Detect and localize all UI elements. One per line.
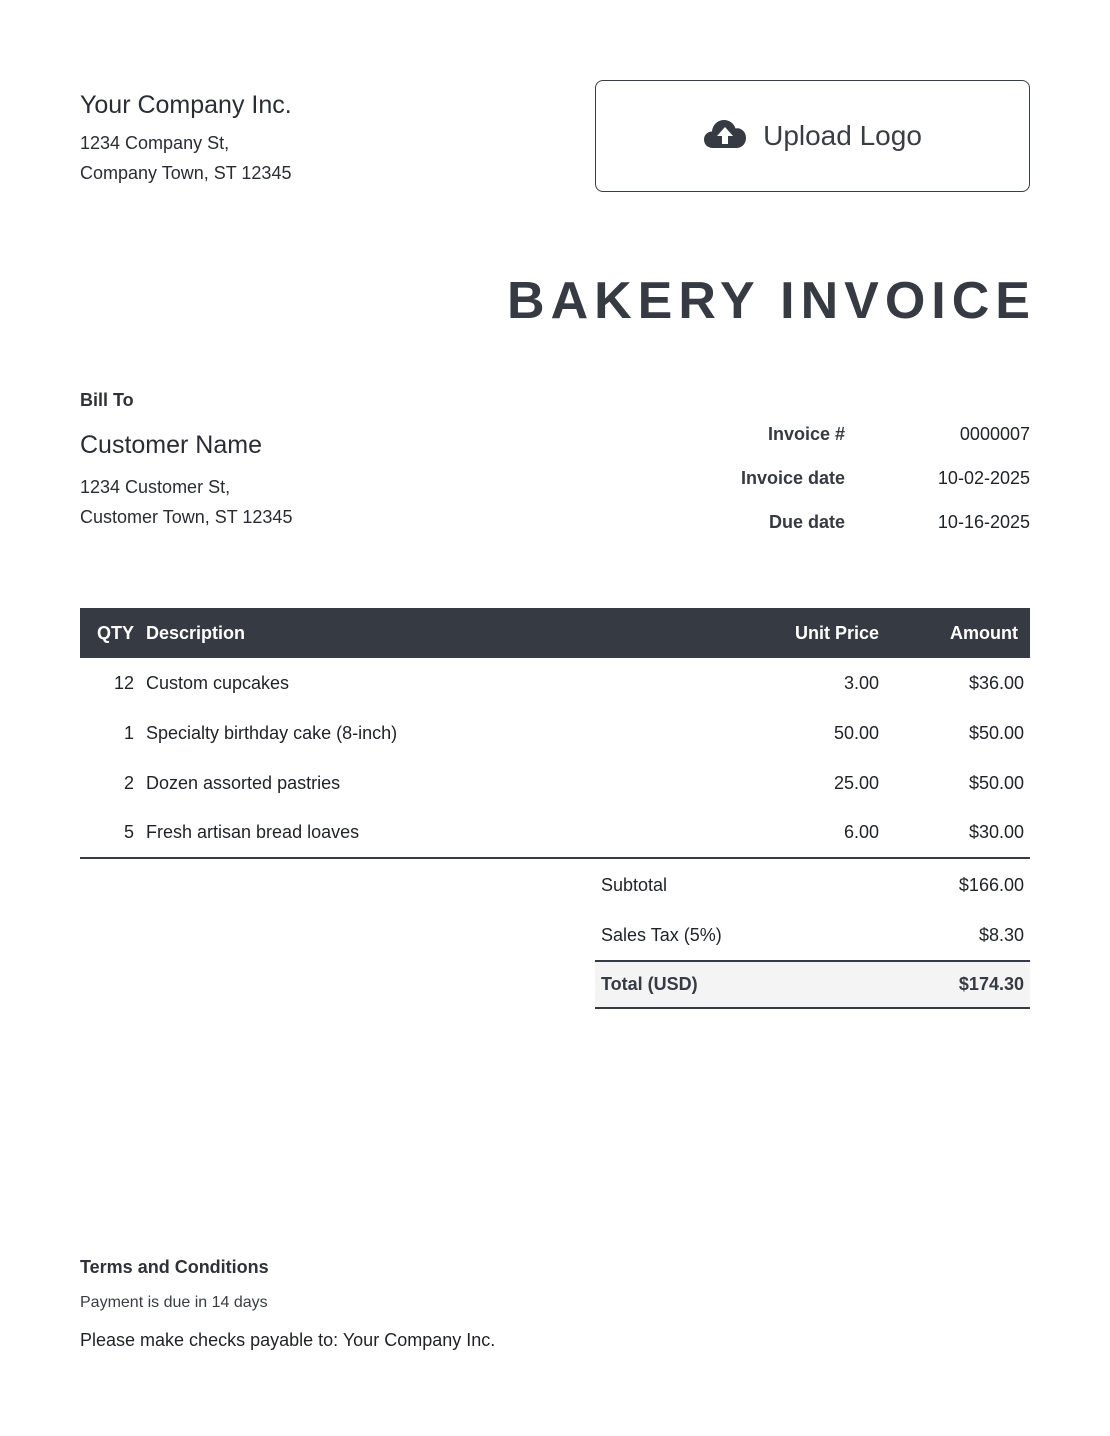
row-description[interactable]: Specialty birthday cake (8-inch) (146, 722, 398, 743)
row-qty[interactable]: 1 (123, 722, 134, 743)
sales-tax-row (595, 910, 1030, 960)
header-qty: QTY (96, 622, 134, 643)
invoice-number-row (690, 412, 1030, 456)
line-items-table (80, 608, 1030, 859)
sales-tax-value: $8.30 (978, 924, 1024, 945)
table-row (80, 658, 1030, 708)
invoice-title[interactable]: BAKERY INVOICE (507, 272, 1036, 330)
company-info (80, 88, 292, 188)
terms-payment-due[interactable]: Payment is due in 14 days (80, 1294, 268, 1311)
bill-to-section (80, 388, 292, 532)
table-row (80, 708, 1030, 758)
row-qty[interactable]: 5 (80, 808, 140, 858)
row-qty[interactable]: 12 (113, 672, 134, 693)
table-row (80, 758, 1030, 808)
sales-tax-label[interactable]: Sales Tax (5%) (601, 924, 722, 945)
row-amount: $36.00 (968, 672, 1024, 693)
invoice-meta (690, 412, 1030, 544)
customer-name[interactable]: Customer Name (80, 431, 262, 459)
row-description[interactable]: Dozen assorted pastries (146, 772, 341, 793)
row-description[interactable]: Custom cupcakes (146, 672, 290, 693)
terms-title: Terms and Conditions (80, 1257, 269, 1277)
row-unit-price[interactable]: 50.00 (833, 722, 879, 743)
subtotal-value: $166.00 (958, 874, 1024, 895)
invoice-date-label: Invoice date (740, 467, 845, 488)
company-address-line1[interactable]: 1234 Company St, (80, 133, 230, 153)
customer-address-line2[interactable]: Customer Town, ST 12345 (80, 507, 293, 527)
invoice-number-value[interactable]: 0000007 (959, 423, 1030, 444)
invoice-date-value[interactable]: 10-02-2025 (937, 467, 1030, 488)
row-amount: $50.00 (968, 772, 1024, 793)
customer-address-line1[interactable]: 1234 Customer St, (80, 477, 231, 497)
invoice-date-row (690, 456, 1030, 500)
total-value: $174.30 (958, 974, 1024, 994)
due-date-label: Due date (768, 511, 845, 532)
cloud-upload-icon (703, 118, 747, 155)
total-row (595, 960, 1030, 1009)
row-amount: $30.00 (885, 808, 1030, 858)
due-date-row (690, 500, 1030, 544)
company-address (80, 128, 292, 188)
upload-logo-label: Upload Logo (763, 120, 922, 151)
row-amount: $50.00 (968, 722, 1024, 743)
due-date-value[interactable]: 10-16-2025 (937, 511, 1030, 532)
company-name[interactable]: Your Company Inc. (80, 91, 292, 119)
subtotal-row (595, 860, 1030, 910)
upload-logo-button[interactable] (595, 80, 1030, 192)
total-label: Total (USD) (601, 974, 698, 994)
bill-to-label: Bill To (80, 390, 134, 410)
company-address-line2[interactable]: Company Town, ST 12345 (80, 163, 292, 183)
invoice-number-label: Invoice # (767, 423, 845, 444)
subtotal-label: Subtotal (601, 874, 668, 895)
header-description: Description (146, 622, 246, 643)
row-qty[interactable]: 2 (123, 772, 134, 793)
totals-section (595, 860, 1030, 1009)
row-unit-price[interactable]: 25.00 (833, 772, 879, 793)
header-amount: Amount (950, 622, 1018, 643)
row-unit-price[interactable]: 6.00 (725, 808, 885, 858)
terms-section (80, 1254, 495, 1352)
header-unit-price: Unit Price (794, 622, 879, 643)
terms-checks-payable[interactable]: Please make checks payable to: Your Company Inc. (80, 1330, 496, 1350)
row-description[interactable]: Fresh artisan bread loaves (140, 808, 725, 858)
table-header-row (80, 608, 1030, 658)
table-row (80, 808, 1030, 858)
customer-address (80, 472, 292, 532)
row-unit-price[interactable]: 3.00 (843, 672, 879, 693)
